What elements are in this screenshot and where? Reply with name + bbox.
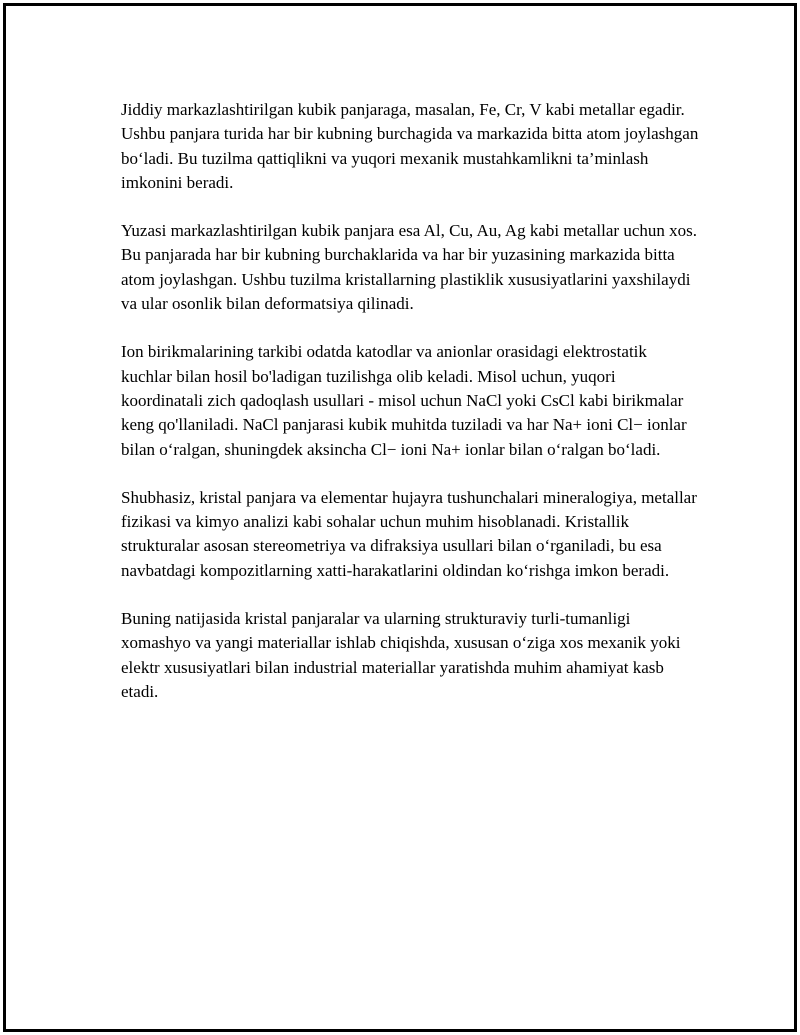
paragraph-ionic-compounds: Ion birikmalarining tarkibi odatda katodlar va anionlar orasidagi elektrostatik kuchlar bilan hosil bo'ladigan tuzilishga olib keladi. Misol uchun, yuqori koordinatali zich qadoqlash usullari - misol uchun NaCl yoki CsCl kabi birikmalar keng qo'llaniladi. NaCl panjarasi kubik muhitda tuziladi va har Na+ ioni Cl− ionlar bilan o‘ralgan, shuningdek aksincha Cl− ioni Na+ ionlar bilan o‘ralgan bo‘ladi.	[121, 342, 687, 459]
paragraph-bcc-lattice: Jiddiy markazlashtirilgan kubik panjaraga, masalan, Fe, Cr, V kabi metallar egadir. Ushbu panjara turida har bir kubning burchagida va markazida bitta atom joylashgan bo‘ladi. Bu tuzilma qattiqlikni va yuqori mexanik mustahkamlikni ta’minlash imkonini beradi.	[121, 100, 699, 192]
paragraph-conclusion: Buning natijasida kristal panjaralar va ularning strukturaviy turli-tumanligi xomashyo va yangi materiallar ishlab chiqishda, xususan o‘ziga xos mexanik yoki elektr xususiyatlari bilan industrial materiallar yaratishda muhim ahamiyat kasb etadi.	[121, 609, 681, 701]
paragraph-crystal-concepts: Shubhasiz, kristal panjara va elementar hujayra tushunchalari mineralogiya, metallar fizikasi va kimyo analizi kabi sohalar uchun muhim hisoblanadi. Kristallik strukturalar asosan stereometriya va difraksiya usullari bilan o‘rganiladi, bu esa navbatdagi kompozitlarning xatti-harakatlarini oldindan ko‘rishga imkon beradi.	[121, 487, 697, 580]
document-body	[121, 98, 701, 728]
page-frame	[3, 3, 797, 1032]
paragraph-fcc-lattice: Yuzasi markazlashtirilgan kubik panjara esa Al, Cu, Au, Ag kabi metallar uchun xos. Bu panjarada har bir kubning burchaklarida va har bir yuzasining markazida bitta atom joylashgan. Ushbu tuzilma kristallarning plastiklik xususiyatlarini yaxshilaydi va ular osonlik bilan deformatsiya qilinadi.	[121, 221, 697, 314]
